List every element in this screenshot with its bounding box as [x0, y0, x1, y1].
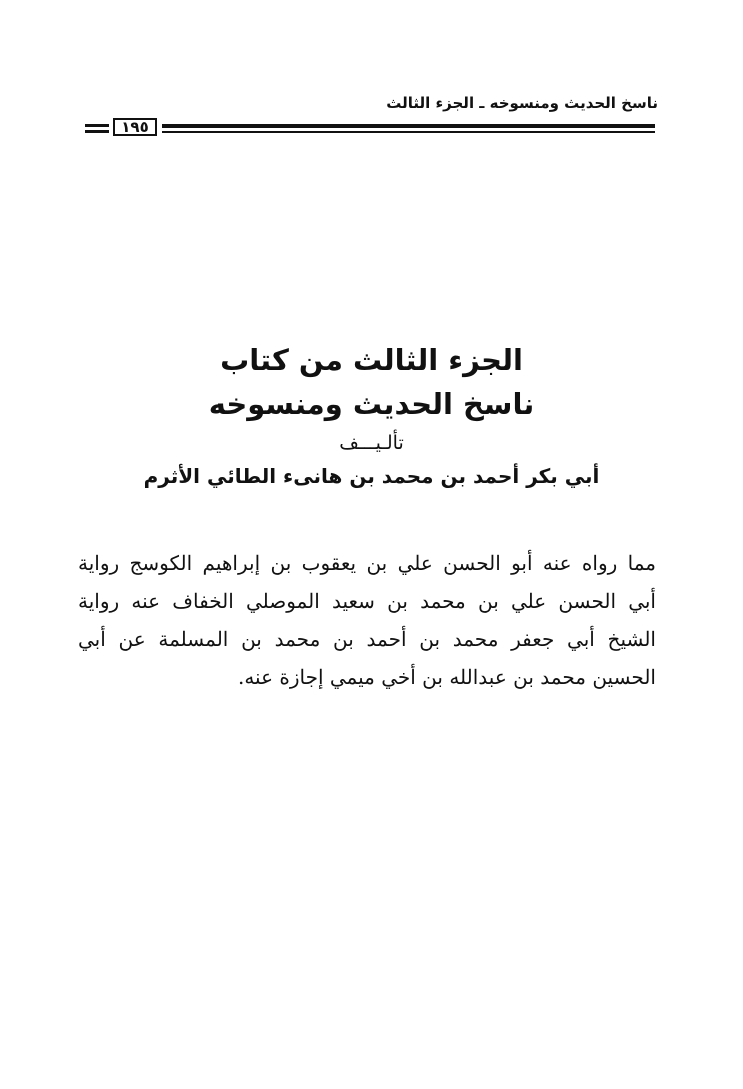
- page-number-ornament-lower: [85, 130, 109, 133]
- running-header-title: ناسخ الحديث ومنسوخه ـ الجزء الثالث: [386, 94, 658, 112]
- page-number: ١٩٥: [113, 118, 157, 136]
- paragraph-line: أبي الحسن علي بن محمد بن سعيد الموصلي الخفاف عنه رواية: [78, 589, 656, 613]
- page-number-ornament: [85, 124, 109, 127]
- paragraph-line: الشيخ أبي جعفر محمد بن أحمد بن محمد بن المسلمة عن أبي: [78, 627, 656, 651]
- paragraph-line: الحسين محمد بن عبدالله بن أخي ميمي إجازة عنه.: [237, 665, 656, 689]
- header-rule: [85, 118, 655, 140]
- title-line-2: ناسخ الحديث ومنسوخه: [208, 387, 535, 421]
- paragraph-line: مما رواه عنه أبو الحسن علي بن يعقوب بن إبراهيم الكوسج رواية: [78, 551, 656, 575]
- title-line-1: الجزء الثالث من كتاب: [220, 343, 523, 377]
- header-rule-thick: [162, 124, 655, 128]
- author-name: أبي بكر أحمد بن محمد بن هانىء الطائي الأثرم: [143, 464, 600, 488]
- header-rule-thin: [162, 131, 655, 133]
- authored-by-label: تألـيـــف: [339, 432, 404, 454]
- transmission-chain-paragraph: [78, 544, 656, 696]
- title-block: [0, 338, 743, 492]
